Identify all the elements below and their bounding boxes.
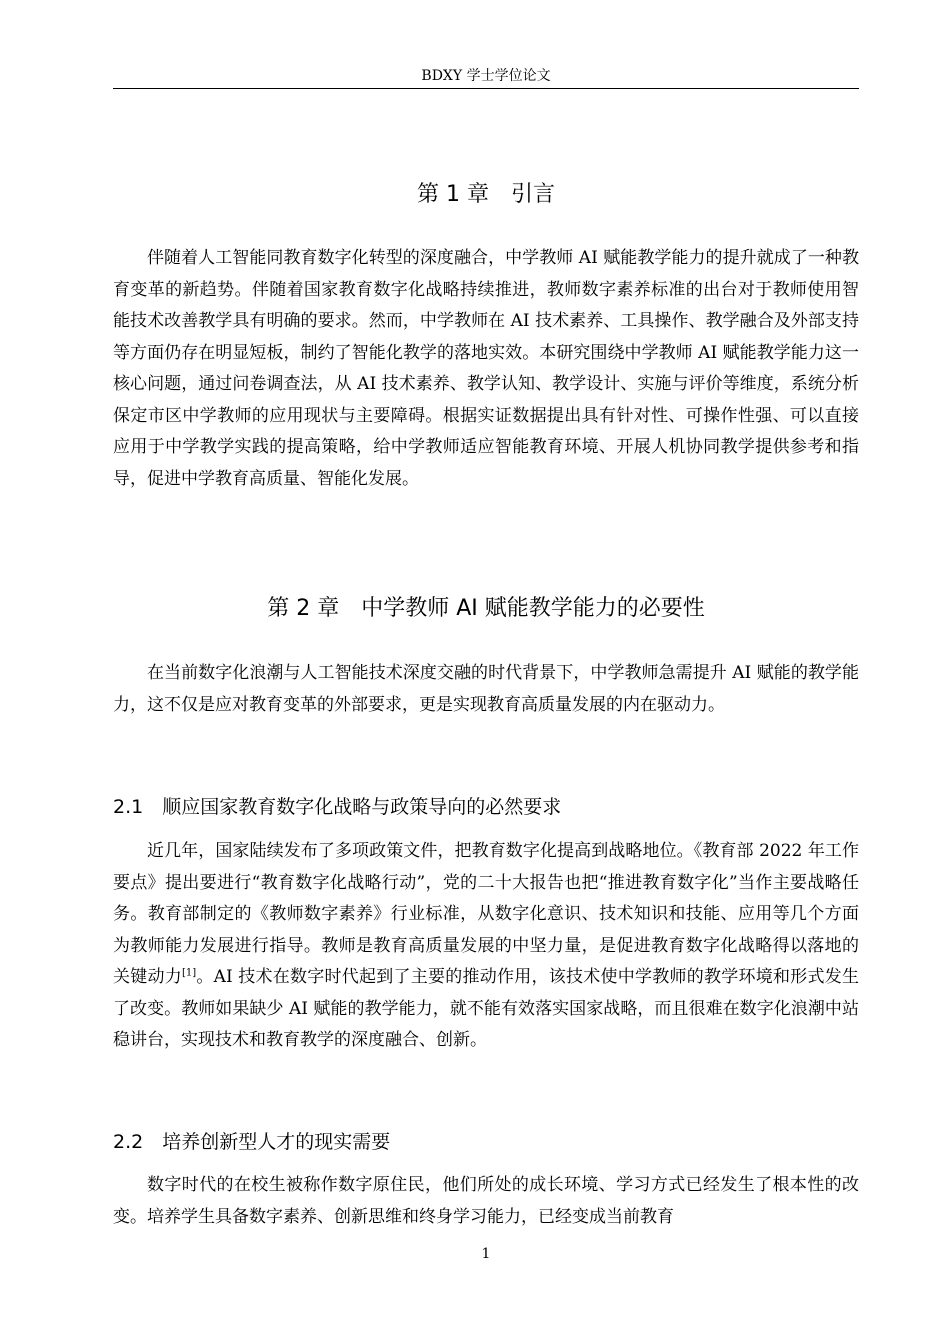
chapter-2-title: 第 2 章 中学教师 AI 赋能教学能力的必要性 (267, 596, 705, 621)
section-2-1-text-part2: 。AI 技术在数字时代起到了主要的推动作用，该技术使中学教师的教学环境和形式发生了改变。教师如果缺少 AI 赋能的教学能力，就不能有效落实国家战略，而且很难在数字化浪潮中站稳讲台，实现技术和教育教学的深度融合、创新。 (113, 967, 859, 1050)
section-2-1-paragraph (113, 836, 859, 1057)
section-2-2-title: 2.2 培养创新型人才的现实需要 (113, 1131, 391, 1153)
header-divider (113, 88, 859, 89)
section-2-2-paragraph: 数字时代的在校生被称作数字原住民，他们所处的成长环境、学习方式已经发生了根本性的改变。培养学生具备数字素养、创新思维和终身学习能力，已经变成当前教育 (113, 1175, 859, 1227)
citation-ref: [1] (182, 967, 197, 979)
page-number: 1 (481, 1246, 491, 1262)
chapter-1-title: 第 1 章 引言 (417, 182, 555, 207)
section-2-1-title: 2.1 顺应国家教育数字化战略与政策导向的必然要求 (113, 796, 562, 818)
chapter-1-paragraph: 伴随着人工智能同教育数字化转型的深度融合，中学教师 AI 赋能教学能力的提升就成了一种教育变革的新趋势。伴随着国家教育数字化战略持续推进，教师数字素养标准的出台对于教师使用智能技术改善教学具有明确的要求。然而，中学教师在 AI 技术素养、工具操作、教学融合及外部支持等方面仍存在明显短板，制约了智能化教学的落地实效。本研究围绕中学教师 AI 赋能教学能力这一核心问题，通过问卷调查法，从 AI 技术素养、教学认知、教学设计、实施与评价等维度，系统分析保定市区中学教师的应用现状与主要障碍。根据实证数据提出具有针对性、可操作性强、可以直接应用于中学教学实践的提高策略，给中学教师适应智能教育环境、开展人机协同教学提供参考和指导，促进中学教育高质量、智能化发展。 (113, 248, 859, 489)
running-header: BDXY 学士学位论文 (421, 68, 551, 84)
chapter-2-intro: 在当前数字化浪潮与人工智能技术深度交融的时代背景下，中学教师急需提升 AI 赋能的教学能力，这不仅是应对教育变革的外部要求，更是实现教育高质量发展的内在驱动力。 (113, 663, 859, 715)
section-2-1-text-part1: 近几年，国家陆续发布了多项政策文件，把教育数字化提高到战略地位。《教育部 2022 年工作要点》提出要进行“教育数字化战略行动”，党的二十大报告也把“推进教育数字化”当作主要战略任务。教育部制定的《教师数字素养》行业标准，从数字化意识、技术知识和技能、应用等几个方面为教师能力发展进行指导。教师是教育高质量发展的中坚力量，是促进教育数字化战略得以落地的关键动力 (113, 841, 859, 987)
